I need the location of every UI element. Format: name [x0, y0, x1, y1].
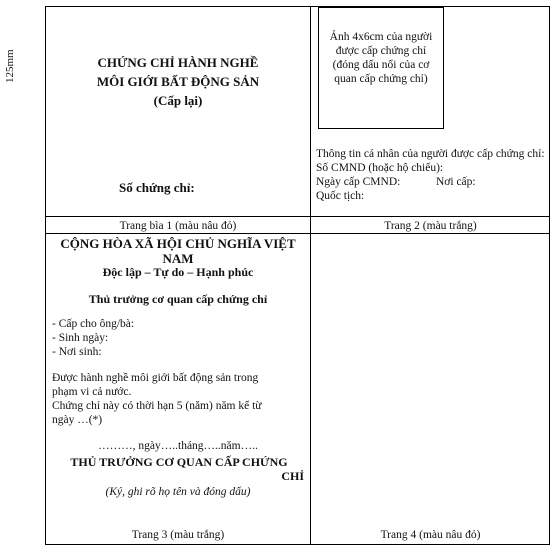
recipient-fields: [52, 317, 302, 359]
vertical-divider: [310, 7, 311, 544]
signature-note: (Ký, ghi rõ họ tên và đóng dấu): [105, 486, 251, 498]
page-2-label: Trang 2 (màu trắng): [384, 220, 477, 232]
id-date-row: [316, 175, 548, 189]
dimension-label: 125mm: [4, 49, 16, 83]
body-line: ngày …(*): [52, 414, 103, 426]
page-1-label: Trang bìa 1 (màu nâu đỏ): [119, 220, 237, 232]
photo-placeholder: Ảnh 4x6cm của người được cấp chứng chỉ (đóng dấu nổi của cơ quan cấp chứng chỉ): [318, 7, 444, 129]
page-3-label: Trang 3 (màu trắng): [131, 529, 225, 541]
recipient-name-label: - Cấp cho ông/bà:: [52, 318, 135, 330]
certificate-layout: [45, 6, 550, 545]
nation-heading: [46, 236, 310, 266]
nation-line: NAM: [162, 251, 194, 266]
nationality-label: Quốc tịch:: [316, 190, 365, 202]
body-line: Được hành nghề môi giới bất động sản trong: [52, 372, 259, 384]
horizontal-divider-2: [46, 233, 549, 234]
sign-title-line: CHỈ: [281, 469, 304, 483]
birth-date-label: - Sinh ngày:: [52, 332, 109, 344]
title-line: (Cấp lại): [153, 93, 203, 108]
id-number-label: Số CMND (hoặc hộ chiếu):: [316, 162, 444, 174]
signature-title: [54, 455, 304, 483]
body-line: Chứng chỉ này có thời hạn 5 (năm) năm kể từ: [52, 400, 262, 412]
motto: Độc lập – Tự do – Hạnh phúc: [102, 265, 254, 279]
id-date-label: Ngày cấp CMND:: [316, 176, 401, 188]
date-line: ………, ngày…..tháng…..năm…..: [98, 440, 258, 452]
issue-place-label: Nơi cấp:: [436, 176, 476, 188]
personal-info: [316, 147, 548, 203]
birth-place-label: - Nơi sinh:: [52, 346, 102, 358]
body-line: phạm vi cả nước.: [52, 386, 132, 398]
certificate-number-label: Số chứng chỉ:: [119, 180, 195, 195]
page-4-label: Trang 4 (màu nâu đỏ): [380, 529, 481, 541]
nation-line: CỘNG HÒA XÃ HỘI CHỦ NGHĨA VIỆT: [60, 236, 296, 251]
certificate-title: [46, 53, 310, 110]
info-heading: Thông tin cá nhân của người được cấp chứng chỉ:: [316, 148, 545, 160]
sign-title-line: THỦ TRƯỞNG CƠ QUAN CẤP CHỨNG: [70, 455, 288, 469]
horizontal-divider: [46, 216, 549, 217]
title-line: MÔI GIỚI BẤT ĐỘNG SẢN: [96, 74, 260, 89]
certificate-body: [52, 371, 302, 427]
title-line: CHỨNG CHỈ HÀNH NGHỀ: [97, 55, 259, 70]
authority-heading: Thủ trưởng cơ quan cấp chứng chỉ: [88, 292, 268, 306]
